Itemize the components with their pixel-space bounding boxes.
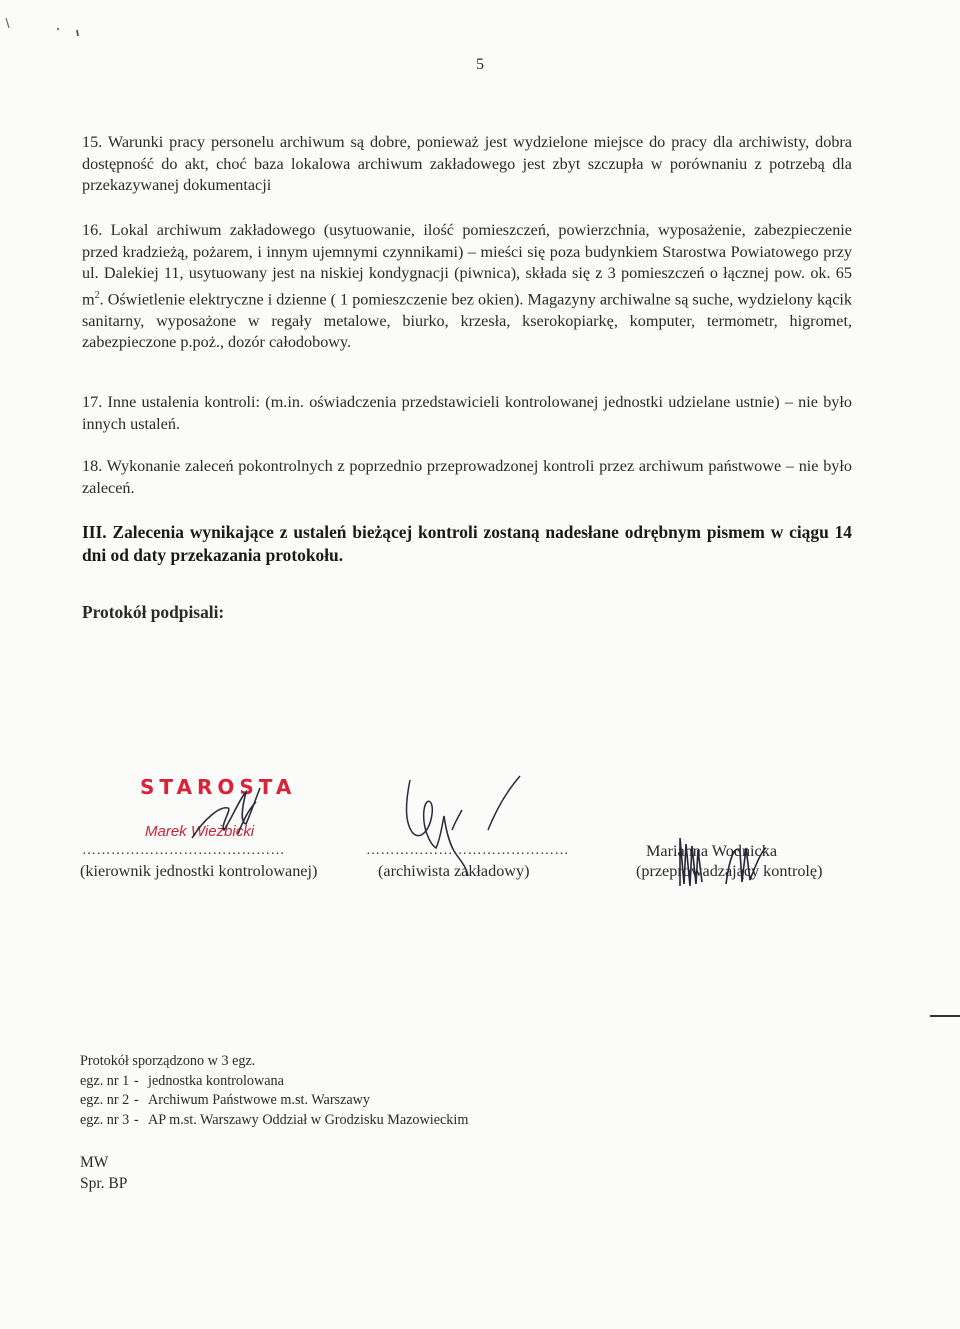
- copies-prepared: Protokół sporządzono w 3 egz.: [80, 1053, 256, 1069]
- signature-head-of-unit: [180, 778, 290, 853]
- signature-line-middle: ……………………………………: [366, 843, 569, 858]
- paragraph-16-text-a: 16. Lokal archiwum zakładowego (usytuowanie, ilość pomieszczeń, powierzchnia, wyposażenie, zabezpieczenie przed kradzieżą, pożarem, i innym ujemnymi czynnikami) – mieści się poza budynkiem Starostwa Powiatowego przy ul. Dalekiej 11, usytuowany jest na niskiej kondygnacji (piwnica), składa się z 3 pomieszczeń o łącznej pow. ok. 65 m: [82, 221, 852, 309]
- signature-line-left: ……………………………………: [82, 843, 285, 858]
- copy-line: [80, 1111, 468, 1131]
- author-initials-block: [80, 1152, 127, 1194]
- signature-label-head: (kierownik jednostki kontrolowanej): [80, 862, 318, 880]
- copy-recipient: AP m.st. Warszawy Oddział w Grodzisku Mazowieckim: [148, 1111, 469, 1128]
- copy-recipient: Archiwum Państwowe m.st. Warszawy: [148, 1092, 371, 1109]
- copy-number: egz. nr 3: [80, 1111, 130, 1128]
- author-initials: MW: [80, 1154, 109, 1171]
- copy-number: egz. nr 2: [80, 1092, 130, 1109]
- stamp-title: STAROSTA: [140, 775, 297, 799]
- copy-dash: -: [134, 1092, 139, 1109]
- paragraph-18: 18. Wykonanie zaleceń pokontrolnych z poprzednio przeprowadzonej kontroli przez archiwum państwowe – nie było zaleceń.: [82, 457, 852, 497]
- signature-label-inspector: (przeprowadzający kontrolę): [636, 862, 823, 880]
- inspector-name: Marianna Wodnicka: [646, 842, 778, 860]
- page-number: 5: [476, 56, 484, 73]
- copy-dash: -: [134, 1111, 139, 1128]
- signature-label-archivist: (archiwista zakładowy): [378, 862, 530, 880]
- signed-heading: Protokół podpisali:: [82, 602, 225, 622]
- paragraph-16-text-b: . Oświetlenie elektryczne i dzienne ( 1 pomieszczenie bez okien). Magazyny archiwalne są suche, wydzielony kącik sanitarny, wyposażone w regały metalowe, biurko, krzesła, kserokopiarkę, komputer, termometr, higromet, zabezpieczone p.poż., dozór całodobowy.: [82, 290, 852, 352]
- section-iii-recommendations: III. Zalecenia wynikające z ustaleń bieżącej kontroli zostaną nadesłane odrębnym pismem w ciągu 14 dni od daty przekazania protokołu.: [82, 522, 852, 565]
- paragraph-15: 15. Warunki pracy personelu archiwum są dobre, ponieważ jest wydzielone miejsce do pracy dla archiwisty, dobra dostępność do akt, choć baza lokalowa archiwum zakładowego jest zbyt szczupła w porównaniu z potrzebą dla przekazywanej dokumentacji: [82, 133, 852, 195]
- reference-code: Spr. BP: [80, 1175, 128, 1192]
- paragraph-16: [82, 220, 852, 354]
- copy-recipient: jednostka kontrolowana: [148, 1072, 284, 1089]
- copy-dash: -: [134, 1072, 139, 1089]
- copy-line: [80, 1072, 468, 1092]
- paragraph-17: 17. Inne ustalenia kontroli: (m.in. oświadczenia przedstawicieli kontrolowanej jednostki udzielane ustnie) – nie było innych ustaleń.: [82, 393, 852, 433]
- copy-line: [80, 1091, 468, 1111]
- superscript-2: 2: [94, 289, 100, 301]
- distribution-list: [80, 1052, 468, 1130]
- stamp-name: Marek Wieżbicki: [145, 823, 255, 840]
- copy-number: egz. nr 1: [80, 1072, 130, 1089]
